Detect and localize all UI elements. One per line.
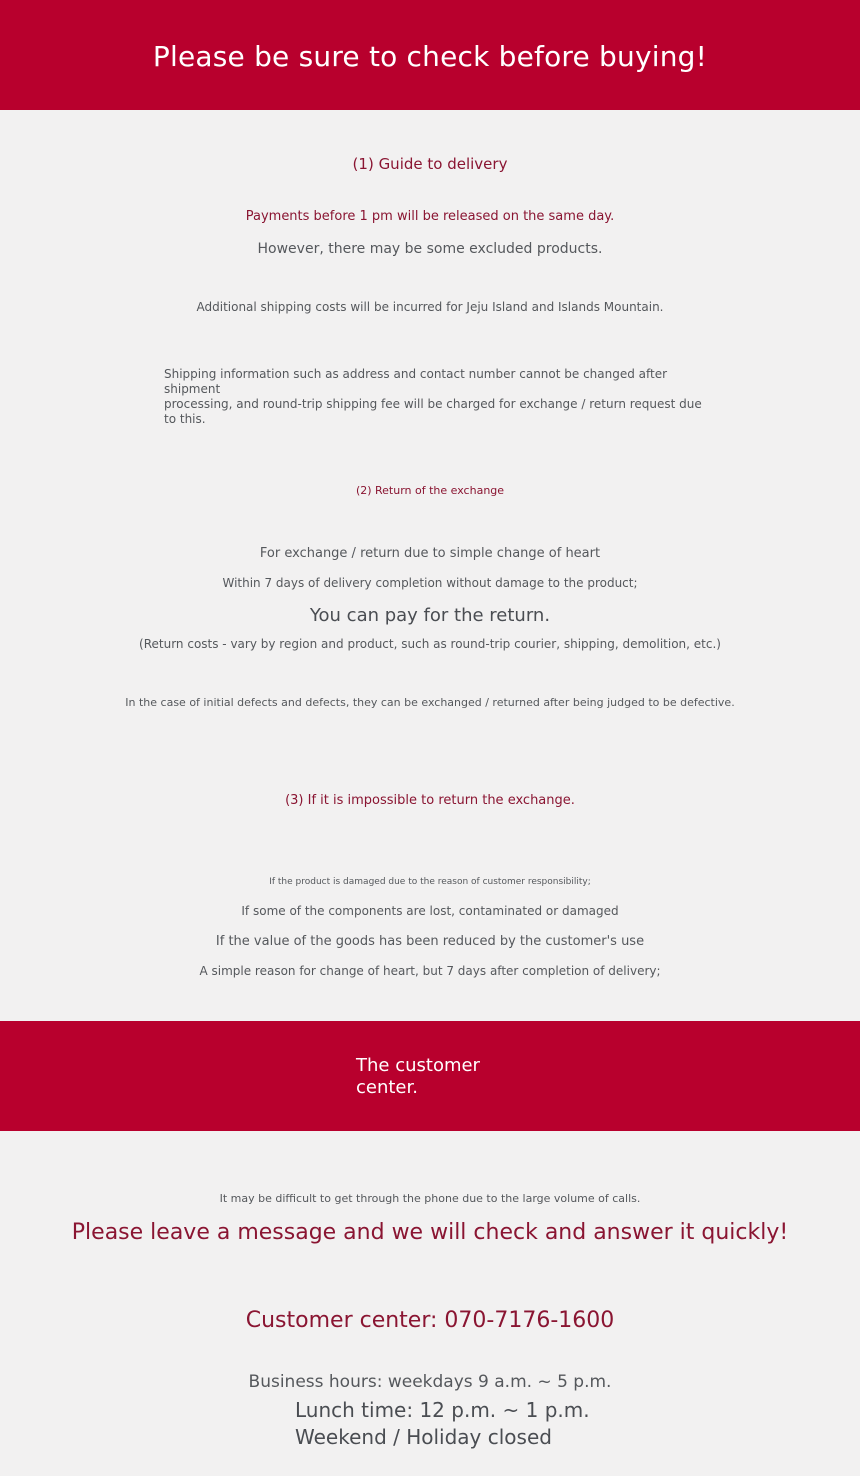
top-banner (0, 0, 860, 110)
exchange-within-7-days: Within 7 days of delivery completion without damage to the product; (222, 576, 638, 590)
impossible-customer-damage: If the product is damaged due to the reason of customer responsibility; (269, 877, 591, 887)
business-hours: Business hours: weekdays 9 a.m. ~ 5 p.m. (248, 1372, 612, 1392)
delivery-shipping-info-line-2: processing, and round-trip shipping fee will be charged for exchange / return request due to this. (164, 397, 702, 426)
impossible-components-lost: If some of the components are lost, contaminated or damaged (241, 904, 619, 918)
call-volume-note: It may be difficult to get through the phone due to the large volume of calls. (219, 1192, 641, 1205)
section-heading-impossible: (3) If it is impossible to return the exchange. (285, 793, 575, 808)
impossible-value-reduced: If the value of the goods has been reduced by the customer's use (215, 934, 645, 949)
section-heading-exchange: (2) Return of the exchange (355, 484, 505, 497)
closed-days: Weekend / Holiday closed (295, 1425, 552, 1449)
lunch-time: Lunch time: 12 p.m. ~ 1 p.m. (295, 1398, 590, 1422)
banner-title: Please be sure to check before buying! (152, 40, 708, 73)
leave-message-note: Please leave a message and we will check and answer it quickly! (71, 1220, 789, 1245)
delivery-island-note: Additional shipping costs will be incurred for Jeju Island and Islands Mountain. (196, 300, 664, 314)
customer-center-phone: Customer center: 070-7176-1600 (245, 1308, 615, 1333)
exchange-return-costs: (Return costs - vary by region and product, such as round-trip courier, shipping, demolition, etc.) (139, 637, 721, 651)
delivery-shipping-info-line-1: Shipping information such as address and contact number cannot be changed after shipment (164, 367, 668, 396)
exchange-change-of-heart: For exchange / return due to simple change of heart (259, 546, 601, 561)
delivery-same-day-note: Payments before 1 pm will be released on the same day. (245, 209, 615, 224)
customer-center-banner (0, 1021, 860, 1131)
exchange-pay-return: You can pay for the return. (309, 605, 551, 626)
section-heading-delivery: (1) Guide to delivery (352, 155, 508, 173)
impossible-after-7-days: A simple reason for change of heart, but 7 days after completion of delivery; (199, 964, 661, 978)
delivery-excluded-note: However, there may be some excluded products. (257, 241, 603, 257)
delivery-shipping-info-note (164, 367, 704, 427)
exchange-defects-note: In the case of initial defects and defects, they can be exchanged / returned after being judged to be defective. (125, 696, 735, 709)
customer-center-title: The customer center. (356, 1055, 480, 1098)
